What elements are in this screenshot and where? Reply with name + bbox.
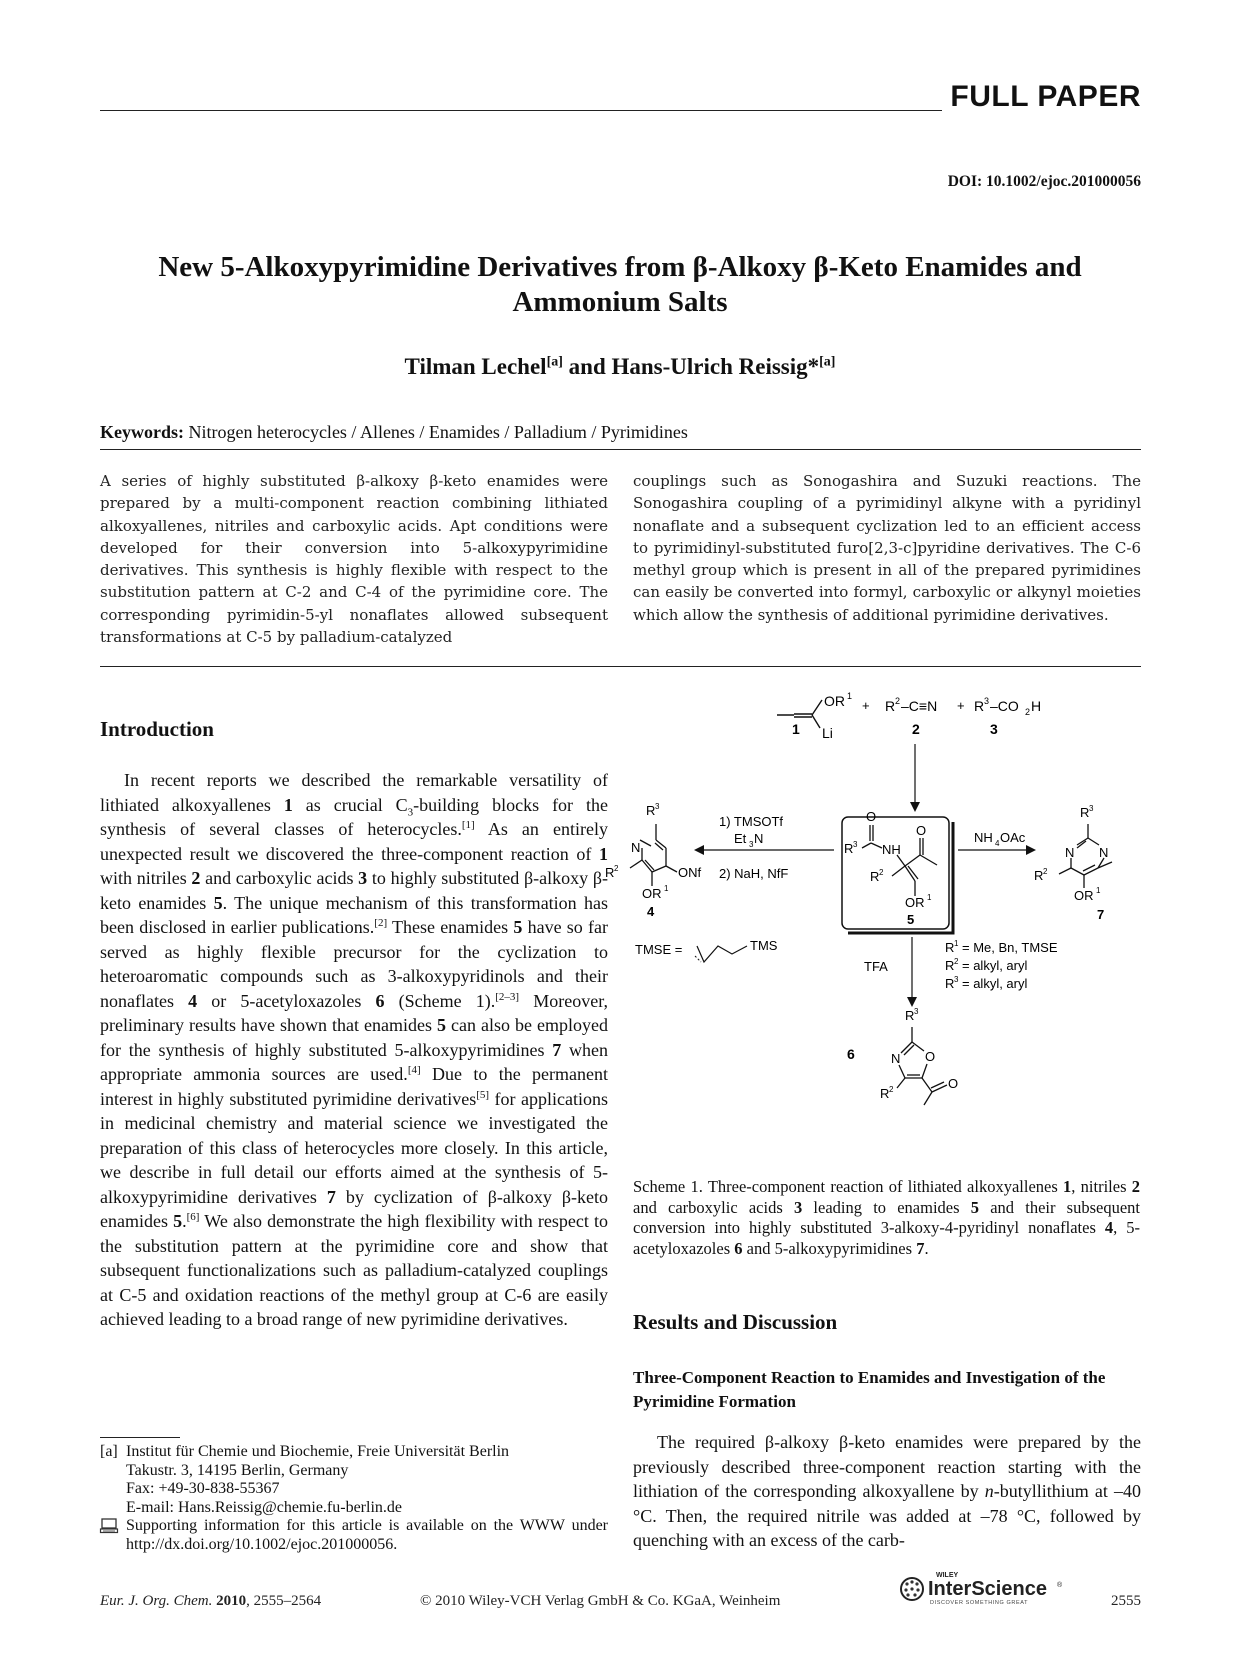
c2-r-sup: 2 [895,696,901,706]
r3-def-r: R [945,976,955,991]
logo-tagline: DISCOVER SOMETHING GREAT [930,1600,1029,1606]
c4-r2-sup: 2 [614,864,619,873]
arrowhead-to-7 [1026,845,1036,855]
logo-sphere-icon [901,1578,923,1600]
interscience-logo [898,1566,1073,1608]
c7-n-right: N [1099,845,1109,860]
header-rule [100,110,942,111]
plus-2: + [957,698,965,713]
c4-n: N [631,840,641,855]
keywords-rule [100,449,1141,450]
introduction-paragraph: In recent reports we described the remarkable versatility of lithiated alkoxyallenes 1 as crucial $C_3$-building blocks for the synthesis of several classes of heterocycles.[1] As an entirely unexpected result we discovered the three-component reaction of 1 with nitriles 2 and carboxylic acids 3 to highly substituted β-alkoxy β-keto enamides 5. The unique mechanism of this transformation has been disclosed in earlier publications.[2] These enamides 5 have so far served as highly flexible precursor for the cyclization to heteroaromatic compounds such as 3-alkoxypyridinols and their nonaflates 4 or 5-acetyloxazoles 6 (Scheme 1).[2–3] Moreover, preliminary results have shown that enamides 5 can also be employed for the synthesis of highly substituted 5-alkoxypyrimidines 7 when appropriate ammonia sources are used.[4] Due to the permanent interest in highly substituted pyrimidine derivatives[5] for applications in medicinal chemistry and material science we investigated the preparation of this class of heterocycles more closely. In this article, we describe in full detail our efforts aimed at the synthesis of 5-alkoxypyrimidine derivatives 7 by cyclization of β-alkoxy β-keto enamides 5.[6] We also demonstrate the high flexibility with respect to the substitution pattern at the pyrimidine core and show that subsequent functionalizations such as palladium-catalyzed couplings at C-5 and oxidation reactions of the methyl group at C-6 are easily achieved leading to a broad range of new pyrimidine derivatives. [100,770,608,1329]
cond-nh4oac-b: OAc [1000,830,1026,845]
label-2: 2 [912,721,920,737]
cond-et3n-sub: 3 [749,840,754,849]
footnote-email[interactable]: E-mail: Hans.Reissig@chemie.fu-berlin.de [126,1498,402,1516]
authors-and: and [562,354,612,379]
r3-def: = alkyl, aryl [962,976,1028,991]
footer-journal: Eur. J. Org. Chem. 2010, 2555–2564 [100,1593,322,1609]
c7-r2: R [1034,868,1044,883]
c6-n: N [891,1051,901,1066]
compound-4-bonds [630,824,677,886]
r2-def-r: R [945,958,955,973]
scheme-caption: Scheme 1. Three-component reaction of lithiated alkoxyallenes 1, nitriles 2 and carboxylic acids 3 leading to enamides 5 and their subsequent conversion into highly substituted 3-alkoxy-4-pyridinyl nonaflates 4, 5-acetyloxazoles 6 and 5-alkoxypyrimidines 7. [633,1177,1141,1258]
c4-or1-sup: 1 [664,884,669,893]
c2-rest: –C≡N [901,698,938,714]
author-1-affil: [a] [546,354,563,370]
footnote-si-text[interactable]: Supporting information for this article is available on the WWW under http://dx.doi.org/10.1002/ejoc.201000056. [126,1517,608,1553]
c6-o-ring: O [925,1049,936,1064]
r1-def-r: R [945,940,955,955]
page-number: 2555 [1111,1593,1141,1609]
c2-r: R [885,698,896,714]
c7-n-left: N [1065,845,1075,860]
c4-r2: R [605,865,615,880]
computer-icon [100,1517,126,1554]
compound-6-bonds [897,1027,947,1105]
r1-def-sup: 1 [954,939,959,948]
author-2-affil: [a] [819,354,836,370]
c3-sub: 2 [1025,707,1031,717]
results-paragraph: The required β-alkoxy β-keto enamides were prepared by the previously described three-component reaction starting with the lithiation of the corresponding alkoxyallene by n-butyllithium at –40 °C. Then, the required nitrile was added at –78 °C, followed by quenching with an excess of the carb- [633,1432,1141,1550]
footnote-supporting-info [100,1517,608,1554]
arrowhead-to-5 [910,802,920,812]
author-1: Tilman Lechel [404,354,547,379]
abstract-right: couplings such as Sonogashira and Suzuki reactions. The Sonogashira coupling of a pyrimidinyl alkyne with a pyridinyl nonaflate and a subsequent cyclization led to an efficient access to pyrimidinyl-substituted furo[2,3-c]pyridine derivatives. The C-6 methyl group which is present in all of the prepared pyrimidines can easily be converted into formyl, carboxylic or alkynyl moieties which allow the synthesis of additional pyrimidine derivatives. [633,472,1141,624]
c5-r3: R [844,841,854,856]
tmse-tms: TMS [750,938,778,953]
r2-def: = alkyl, aryl [962,958,1028,973]
c3-h: H [1031,698,1042,714]
arrowhead-to-6 [907,997,917,1007]
c4-onf: ONf [678,865,702,880]
label-7: 7 [1097,907,1105,922]
footnotes [100,1443,608,1554]
c7-or1-sup: 1 [1096,886,1101,895]
c3-rest: –CO [990,698,1019,714]
footnote-mark: [a] [100,1443,118,1460]
c5-o-right: O [916,823,927,838]
r2-def-sup: 2 [954,957,959,966]
scheme-1 [605,691,1142,1170]
footer-copyright: © 2010 Wiley-VCH Verlag GmbH & Co. KGaA, Weinheim [420,1593,781,1609]
abstract-left: A series of highly substituted β-alkoxy β-keto enamides were prepared by a multi-component reaction combining lithiated alkoxyallenes, nitriles and carboxylic acids. Apt conditions were developed for their conversion into 5-alkoxypyrimidine derivatives. This synthesis is highly flexible with respect to the substitution pattern at C-2 and C-4 of the pyrimidine core. The corresponding pyrimidin-5-yl nonaflates allowed subsequent transformations at C-5 by palladium-catalyzed [100,472,608,647]
c4-r3: R [646,803,656,818]
label-4: 4 [647,904,655,919]
c7-or1: OR [1074,888,1094,903]
c5-r2-sup: 2 [879,868,884,877]
title-line-1: New 5-Alkoxypyrimidine Derivatives from β-Alkoxy β-Keto Enamides and [158,251,1082,283]
section-tag: FULL PAPER [950,80,1141,113]
results-subheading: Three-Component Reaction to Enamides and Investigation of the Pyrimidine Formation [633,1368,1106,1411]
box-5-shadow [848,822,953,933]
footnote-fax: Fax: +49-30-838-55367 [126,1480,280,1497]
cond-et3n-n: N [754,831,764,846]
r3-def-sup: 3 [954,975,959,984]
label-1: 1 [792,721,800,737]
c3-r-sup: 3 [984,696,990,706]
keywords-text: Nitrogen heterocycles / Allenes / Enamides / Palladium / Pyrimidines [184,422,688,442]
keywords [100,422,688,443]
tmse-label: TMSE = [635,942,683,957]
paper-title [100,250,1140,320]
c1-or: OR [824,693,845,709]
c6-o-keto: O [948,1076,959,1091]
c6-r3: R [905,1008,915,1023]
footnote-rule [100,1437,180,1438]
tmse-wavy [695,956,701,962]
cond-et3n: Et [734,831,747,846]
c5-r3-sup: 3 [853,840,858,849]
cond-nah: 2) NaH, NfF [719,866,789,881]
author-2: Hans-Ulrich Reissig* [611,354,820,379]
c6-r2-sup: 2 [889,1085,894,1094]
c5-or1: OR [905,895,925,910]
c5-nh: NH [882,842,901,857]
results-heading: Results and Discussion [633,1310,838,1334]
keywords-label: Keywords: [100,422,184,442]
cond-tmsotf: 1) TMSOTf [719,814,784,829]
logo-registered: ® [1057,1582,1063,1589]
c3-r: R [974,698,985,714]
logo-wiley: WILEY [936,1572,959,1579]
c1-or-sup: 1 [847,691,853,701]
c5-r2: R [870,869,880,884]
cond-tfa: TFA [864,959,888,974]
label-5: 5 [907,912,915,927]
footnote-institute: Institut für Chemie und Biochemie, Freie Universität Berlin [126,1443,510,1460]
c4-r3-sup: 3 [655,802,660,811]
c6-r3-sup: 3 [914,1007,919,1016]
cond-nh4oac-sub: 4 [995,839,1000,848]
tmse-chain [697,946,747,962]
logo-interscience: InterScience [928,1578,1047,1600]
plus-1: + [862,698,870,713]
c1-li: Li [822,725,833,741]
c5-o-top: O [866,809,877,824]
c5-or1-sup: 1 [927,893,932,902]
label-3: 3 [990,721,998,737]
introduction-heading: Introduction [100,717,214,741]
label-6: 6 [847,1046,855,1062]
c4-or1: OR [642,886,662,901]
footnote-address: Takustr. 3, 14195 Berlin, Germany [126,1461,349,1479]
authors [100,354,1140,380]
title-line-2: Ammonium Salts [512,286,728,318]
c6-r2: R [880,1086,890,1101]
cond-nh4oac-a: NH [974,830,993,845]
c7-r3: R [1080,805,1090,820]
r1-def: = Me, Bn, TMSE [962,940,1058,955]
c7-r2-sup: 2 [1043,867,1048,876]
arrowhead-to-4 [694,845,704,855]
doi: DOI: 10.1002/ejoc.201000056 [947,173,1141,190]
abstract-rule [100,666,1141,667]
c7-r3-sup: 3 [1089,804,1094,813]
footnote-affiliation [100,1443,608,1517]
